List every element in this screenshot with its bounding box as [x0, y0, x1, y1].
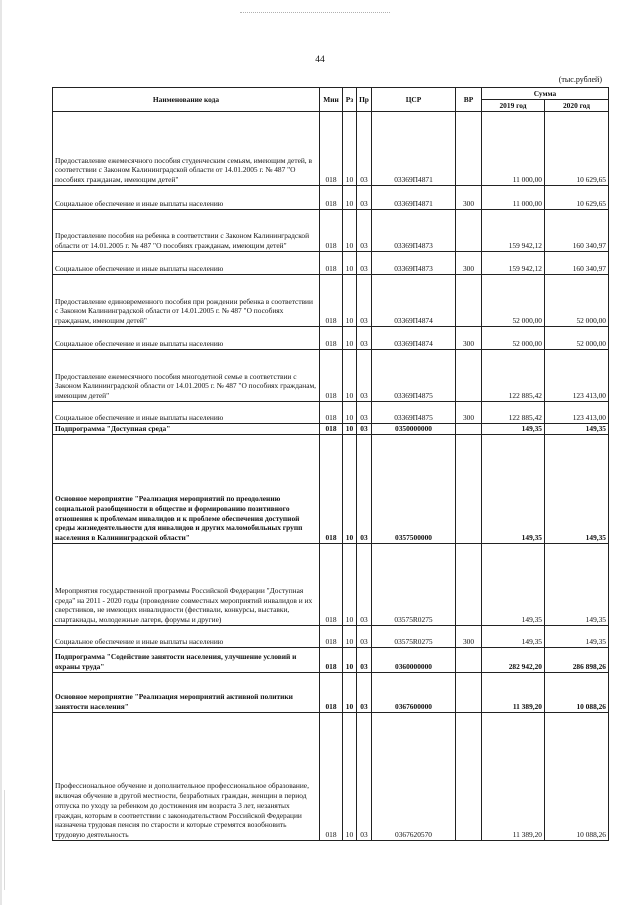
cell-name: Подпрограмма "Содействие занятости населения, улучшение условий и охраны труда"	[53, 648, 320, 673]
cell-2019: 149,35	[482, 626, 545, 648]
table-row	[53, 435, 609, 544]
cell-2019: 11 000,00	[482, 112, 545, 186]
cell-csr: 03369П4874	[372, 327, 456, 350]
unit-note: (тыс.рублей)	[558, 75, 602, 84]
cell-2020: 160 340,97	[545, 210, 609, 252]
cell-pr: 03	[357, 424, 372, 435]
header-sum: Сумма	[482, 88, 609, 100]
cell-min: 018	[320, 112, 343, 186]
cell-rz: 10	[343, 402, 357, 424]
cell-vr: 300	[456, 252, 482, 275]
header-year-2020: 2020 год	[545, 100, 609, 112]
cell-2020: 123 413,00	[545, 402, 609, 424]
table-body	[53, 112, 609, 841]
header-vr: ВР	[456, 88, 482, 112]
top-rule	[240, 12, 390, 13]
cell-rz: 10	[343, 186, 357, 210]
cell-csr: 03369П4873	[372, 210, 456, 252]
cell-2019: 52 000,00	[482, 327, 545, 350]
cell-min: 018	[320, 713, 343, 841]
cell-name: Основное мероприятие "Реализация мероприятий по преодолению социальной разобщенности в обществе и формированию позитивного отношения к проблемам инвалидов и к проблеме обеспечения доступной среды жизнедеятельности для инвалидов и других маломобильных групп населения в Калининградской области"	[53, 435, 320, 544]
cell-2019: 11 389,20	[482, 713, 545, 841]
cell-min: 018	[320, 673, 343, 713]
table-row	[53, 112, 609, 186]
cell-vr	[456, 275, 482, 327]
cell-pr: 03	[357, 210, 372, 252]
cell-2020: 10 088,26	[545, 673, 609, 713]
cell-2020: 10 629,65	[545, 186, 609, 210]
cell-2019: 159 942,12	[482, 252, 545, 275]
cell-min: 018	[320, 252, 343, 275]
cell-name: Социальное обеспечение и иные выплаты населению	[53, 327, 320, 350]
budget-table	[52, 87, 609, 841]
cell-name: Основное мероприятие "Реализация мероприятий активной политики занятости населения"	[53, 673, 320, 713]
cell-2019: 159 942,12	[482, 210, 545, 252]
cell-csr: 03369П4874	[372, 275, 456, 327]
cell-csr: 0350000000	[372, 424, 456, 435]
cell-2020: 149,35	[545, 544, 609, 626]
cell-2020: 286 898,26	[545, 648, 609, 673]
cell-rz: 10	[343, 673, 357, 713]
table-row	[53, 210, 609, 252]
cell-pr: 03	[357, 327, 372, 350]
cell-pr: 03	[357, 713, 372, 841]
cell-csr: 0367620570	[372, 713, 456, 841]
cell-vr	[456, 424, 482, 435]
cell-rz: 10	[343, 210, 357, 252]
cell-rz: 10	[343, 435, 357, 544]
cell-csr: 03369П4871	[372, 112, 456, 186]
cell-2020: 149,35	[545, 424, 609, 435]
cell-min: 018	[320, 424, 343, 435]
cell-rz: 10	[343, 275, 357, 327]
table-row	[53, 252, 609, 275]
table-row	[53, 673, 609, 713]
cell-2020: 52 000,00	[545, 275, 609, 327]
cell-csr: 03575R0275	[372, 626, 456, 648]
cell-rz: 10	[343, 327, 357, 350]
cell-name: Предоставление пособия на ребенка в соответствии с Законом Калининградской области от 14.01.2005 г. № 487 "О пособиях гражданам, имеющим детей"	[53, 210, 320, 252]
table-row	[53, 626, 609, 648]
cell-2020: 10 088,26	[545, 713, 609, 841]
cell-2019: 11 389,20	[482, 673, 545, 713]
cell-name: Социальное обеспечение и иные выплаты населению	[53, 402, 320, 424]
cell-pr: 03	[357, 402, 372, 424]
scan-edge-shadow	[0, 0, 2, 905]
cell-vr	[456, 210, 482, 252]
cell-csr: 03575R0275	[372, 544, 456, 626]
cell-vr: 300	[456, 626, 482, 648]
header-csr: ЦСР	[372, 88, 456, 112]
cell-name: Социальное обеспечение и иные выплаты населению	[53, 186, 320, 210]
table-row	[53, 713, 609, 841]
cell-min: 018	[320, 275, 343, 327]
header-name: Наименование кода	[53, 88, 320, 112]
cell-csr: 03369П4875	[372, 402, 456, 424]
cell-rz: 10	[343, 713, 357, 841]
cell-min: 018	[320, 402, 343, 424]
cell-min: 018	[320, 210, 343, 252]
cell-pr: 03	[357, 112, 372, 186]
cell-2019: 149,35	[482, 435, 545, 544]
cell-2020: 10 629,65	[545, 112, 609, 186]
header-rz: Рз	[343, 88, 357, 112]
cell-pr: 03	[357, 544, 372, 626]
cell-min: 018	[320, 186, 343, 210]
table-row	[53, 648, 609, 673]
cell-vr: 300	[456, 186, 482, 210]
cell-rz: 10	[343, 350, 357, 402]
cell-pr: 03	[357, 626, 372, 648]
cell-min: 018	[320, 648, 343, 673]
cell-rz: 10	[343, 424, 357, 435]
table-row	[53, 402, 609, 424]
cell-vr	[456, 544, 482, 626]
cell-csr: 0357500000	[372, 435, 456, 544]
cell-csr: 0367600000	[372, 673, 456, 713]
cell-min: 018	[320, 626, 343, 648]
cell-csr: 03369П4871	[372, 186, 456, 210]
cell-name: Мероприятия государственной программы Российской Федерации "Доступная среда" на 2011 - 2020 годы (проведение совместных мероприятий инвалидов и их сверстников, не имеющих инвалидности (фестивали, конкурсы, выставки, спартакиады, молодежные лагеря, форумы и другие)	[53, 544, 320, 626]
table-row	[53, 424, 609, 435]
header-pr: Пр	[357, 88, 372, 112]
table-row	[53, 186, 609, 210]
cell-vr	[456, 713, 482, 841]
table-row	[53, 544, 609, 626]
cell-pr: 03	[357, 435, 372, 544]
table-row	[53, 275, 609, 327]
cell-min: 018	[320, 327, 343, 350]
cell-pr: 03	[357, 648, 372, 673]
cell-vr: 300	[456, 327, 482, 350]
scan-edge-mark	[4, 790, 5, 890]
cell-name: Предоставление единовременного пособия при рождении ребенка в соответствии с Законом Калининградской области от 14.01.2005 г. № 487 "О пособиях гражданам, имеющим детей"	[53, 275, 320, 327]
cell-csr: 0360000000	[372, 648, 456, 673]
cell-pr: 03	[357, 186, 372, 210]
cell-name: Предоставление ежемесячного пособия многодетной семье в соответствии с Законом Калининградской области от 14.01.2005 г. № 487 "О пособиях гражданам, имеющим детей"	[53, 350, 320, 402]
cell-vr	[456, 350, 482, 402]
cell-2019: 149,35	[482, 544, 545, 626]
cell-name: Профессиональное обучение и дополнительное профессиональное образование, включая обучение в другой местности, безработных граждан, женщин в период отпуска по уходу за ребенком до достижения им возраста 3 лет, незанятых граждан, которым в соответствии с законодательством Российской Федерации назначена трудовая пенсия по старости и которые стремятся возобновить трудовую деятельность	[53, 713, 320, 841]
cell-rz: 10	[343, 626, 357, 648]
cell-vr	[456, 673, 482, 713]
cell-name: Предоставление ежемесячного пособия студенческим семьям, имеющим детей, в соответствии с Законом Калининградской области от 14.01.2005 г. № 487 "О пособиях гражданам, имеющим детей"	[53, 112, 320, 186]
cell-rz: 10	[343, 112, 357, 186]
cell-min: 018	[320, 350, 343, 402]
cell-2019: 149,35	[482, 424, 545, 435]
cell-2019: 282 942,20	[482, 648, 545, 673]
cell-2020: 149,35	[545, 626, 609, 648]
cell-pr: 03	[357, 673, 372, 713]
cell-2020: 160 340,97	[545, 252, 609, 275]
cell-pr: 03	[357, 275, 372, 327]
cell-pr: 03	[357, 252, 372, 275]
cell-name: Социальное обеспечение и иные выплаты населению	[53, 626, 320, 648]
cell-csr: 03369П4875	[372, 350, 456, 402]
cell-2020: 149,35	[545, 435, 609, 544]
cell-2019: 122 885,42	[482, 402, 545, 424]
table-row	[53, 350, 609, 402]
header-year-2019: 2019 год	[482, 100, 545, 112]
cell-vr	[456, 112, 482, 186]
table-header	[53, 88, 609, 112]
cell-min: 018	[320, 435, 343, 544]
cell-2019: 52 000,00	[482, 275, 545, 327]
cell-min: 018	[320, 544, 343, 626]
page-number: 44	[315, 55, 325, 65]
cell-2020: 123 413,00	[545, 350, 609, 402]
cell-name: Социальное обеспечение и иные выплаты населению	[53, 252, 320, 275]
header-min: Мин	[320, 88, 343, 112]
cell-rz: 10	[343, 544, 357, 626]
cell-csr: 03369П4873	[372, 252, 456, 275]
cell-2020: 52 000,00	[545, 327, 609, 350]
table-row	[53, 327, 609, 350]
cell-vr	[456, 435, 482, 544]
cell-vr: 300	[456, 402, 482, 424]
cell-rz: 10	[343, 252, 357, 275]
cell-rz: 10	[343, 648, 357, 673]
cell-vr	[456, 648, 482, 673]
cell-pr: 03	[357, 350, 372, 402]
cell-name: Подпрограмма "Доступная среда"	[53, 424, 320, 435]
cell-2019: 11 000,00	[482, 186, 545, 210]
cell-2019: 122 885,42	[482, 350, 545, 402]
